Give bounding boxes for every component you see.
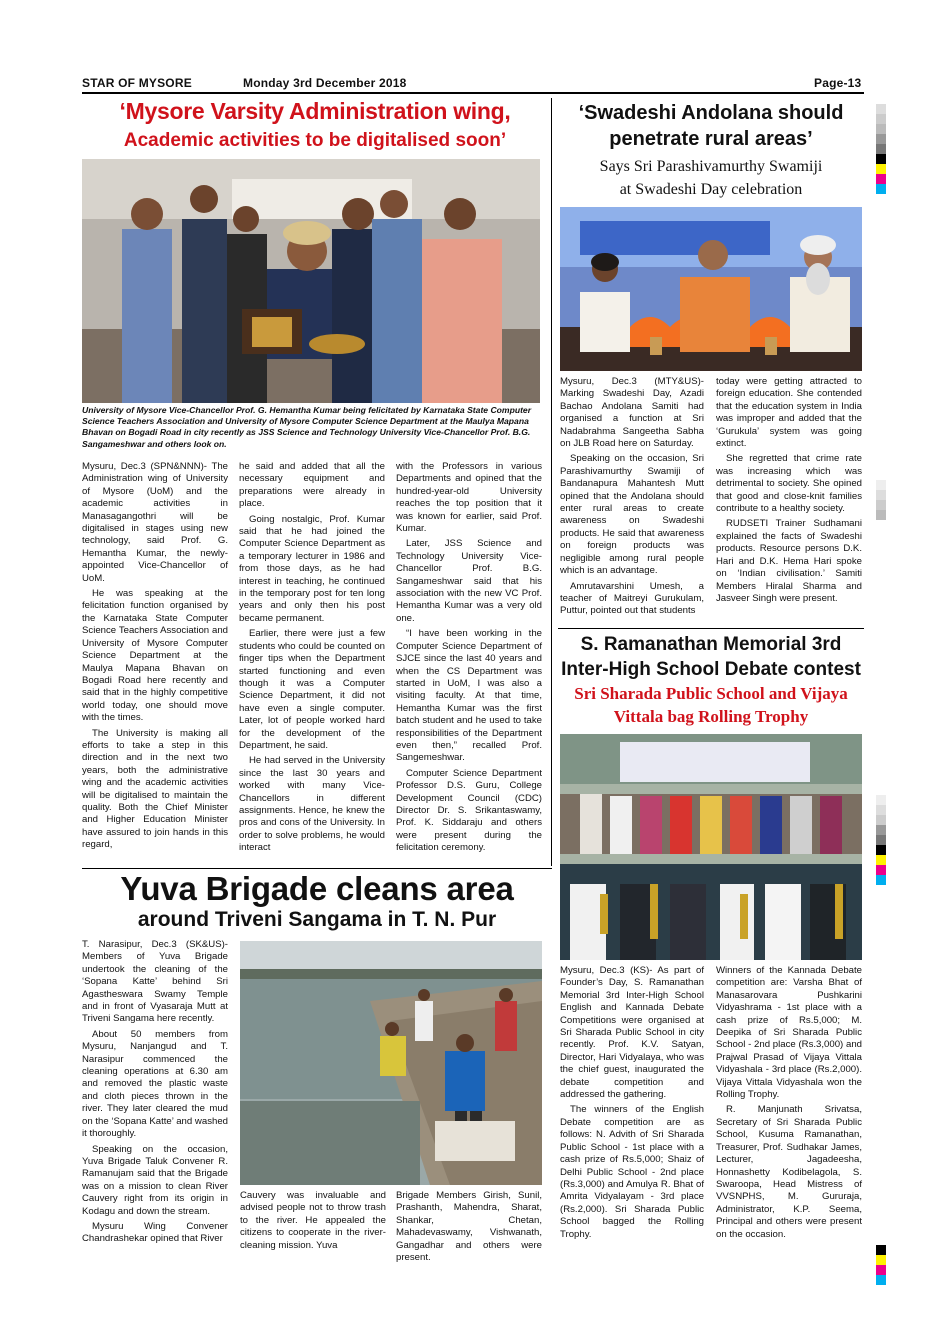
registration-marks-mid1 — [876, 480, 886, 520]
story1-headline-line1: ‘Mysore Varsity Administration wing, — [119, 98, 511, 124]
story1-col2-para: he said and added that all the necessary equipment and preparations were already in place. — [239, 461, 385, 510]
story1-photo — [82, 159, 540, 403]
story1-col1-para: Mysuru, Dec.3 (SPN&NNN)- The Administration wing of University of Mysore (UoM) and the academic activities in Manasagangothri will be digitalised in stages using new technology, said Prof. G. Hemantha Kumar, the newly-appointed Vice-Chancellor of UoM. — [82, 461, 228, 584]
masthead-paper: STAR OF MYSORE — [82, 76, 192, 90]
story4-headline-line1: Yuva Brigade cleans area — [120, 870, 514, 907]
story4-col1-para: About 50 members from Mysuru, Nanjangud and T. Narasipur commenced the cleaning operations at 6.30 am and removed the plastic waste and cloth pieces thrown in the river. They later cleared the mud on the ‘Sopana Katte’ and washed it thoroughly. — [82, 1028, 228, 1140]
story4-col1-para: T. Narasipur, Dec.3 (SK&US)- Members of Yuva Brigade undertook the cleaning of the ‘Sopana Katte’ behind Sri Agastheswara Swamy Temple and in front of Vyasaraja Mutt at Triveni Sangama here recently. — [82, 939, 228, 1025]
masthead-page: Page-13 — [814, 76, 862, 90]
registration-marks-bottom — [876, 1245, 886, 1285]
story4-column-1 — [82, 939, 228, 1249]
story1-column-1 — [82, 461, 228, 855]
story3-col2-para: Winners of the Kannada Debate competition are: Varsha Bhat of Manasarovara Pushkarini Vidyashrama - 1st place with a cash prize of Rs.5,000; M. Deepika of Sri Sharada Public School - 2nd place (Rs.3,000) and Prajwal Prasad of Vijaya Vittala Vidyashala - 3rd place (Rs.2,000). Vijaya Vittala Vidyashala won the Rolling Trophy. — [716, 965, 862, 1101]
story2-col1-para: Mysuru, Dec.3 (MTY&US)- Marking Swadeshi Day, Azadi Bachao Andolana Samiti had organised a function at Sri Nadabrahma Sangeetha Sabha on JLB Road here on Saturday. — [560, 376, 704, 450]
story3-headline-line1: S. Ramanathan Memorial 3rd — [580, 634, 842, 655]
story1-headline-line2: Academic activities to be digitalised soon’ — [123, 130, 507, 151]
story1-col1-para: The University is making all efforts to take a step in this direction and in the next two years, both the administrative wing and the academic activities will be digitalised to maintain the quality. Both the Chief Minister and Higher Education Minister have assured to join hands in this regard, — [82, 727, 228, 851]
story1-column-2 — [239, 461, 385, 858]
story2-col1-para: Speaking on the occasion, Sri Parashivamurthy Swamiji of Bandanapura Mahantesh Mutt opined that the Andolana should enter rural areas to create awareness on Swadeshi products. He said that awareness on foreign products was negligible among rural people which is an advantage. — [560, 453, 704, 577]
story3-subhead-line1: Sri Sharada Public School and Vijaya — [574, 684, 848, 703]
story4-col1-para: Mysuru Wing Convener Chandrashekar opined that River — [82, 1220, 228, 1245]
story4-column-2 — [240, 1190, 386, 1255]
story1-col2-para: He had served in the University since the last 30 years and worked with many Vice-Chancellors in different assignments. Hence, he knew the pros and cons of the University. In order to solve problems, he would interact — [239, 755, 385, 854]
story2-col2-para: today were getting attracted to foreign education. She contended that the education system in India was improper and added that the ‘Gurukula’ system was going extinct. — [716, 376, 862, 450]
registration-marks-mid2 — [876, 795, 886, 885]
story2-col2-para: RUDSETI Trainer Sudhamani explained the facts of Swadeshi products. Resource persons D.K. Hari and D.K. Hema Hari spoke on ‘Indian civilisation.’ Samiti Members Hiralal Sharma and Jasveer Singh were present. — [716, 518, 862, 604]
story1-col2-para: Earlier, there were just a few students who could be counted on finger tips when the Department started functioning and even though it was a Computer Science Department, it did not have even a single computer. Later, lot of people worked hard for the development of the Department, he said. — [239, 628, 385, 751]
story4-headline-line2: around Triveni Sangama in T. N. Pur — [137, 908, 497, 931]
masthead-rule — [82, 92, 864, 94]
story2-col2-para: She regretted that crime rate was increasing which was detrimental to society. She opined that good and close-knit families contribute to a healthy society. — [716, 453, 862, 515]
story3-col1-para: The winners of the English Debate competition are as follows: N. Advith of Sri Sharada Public School - 1st place with a cash prize of Rs.5,000; Shaiz of Delhi Public School - 2nd place (Rs.3,000) and Amulya R. Bhat of Amrita Vidyalayam - 3rd place (Rs.2,000). Sri Sharada Public School bagged the Rolling Trophy. — [560, 1104, 704, 1240]
story4-col2-para: Cauvery was invaluable and advised people not to throw trash to the river. He appealed the citizens to cooperate in the river-cleaning mission. Yuva — [240, 1190, 386, 1251]
story2-subhead-line1: Says Sri Parashivamurthy Swamiji — [599, 158, 823, 175]
story3-photo — [560, 734, 862, 960]
story4-column-3 — [396, 1190, 542, 1267]
story2-column-1 — [560, 376, 704, 621]
story4-col1-para: Speaking on the occasion, Yuva Brigade Taluk Convener R. Ramanujam said that the Brigade was on a mission to clean River Cauvery right from its origin in Kodagu and down the stream. — [82, 1143, 228, 1217]
story1-col3-para: with the Professors in various Departments and opined that the hundred-year-old University reaches the top position that it was known for earlier, said Prof. Kumar. — [396, 461, 542, 535]
story2-subhead-line2: at Swadeshi Day celebration — [619, 181, 803, 198]
story1-col2-para: Going nostalgic, Prof. Kumar said that he had joined the Computer Science Department as a temporary lecturer in 1986 and from those days, as he had interest in teaching, he continued in the temporary post for ten long years and only then his post became permanent. — [239, 513, 385, 624]
story2-column-2 — [716, 376, 862, 608]
story3-col2-para: R. Manjunath Srivatsa, Secretary of Sri Sharada Public School, Kusuma Ramanathan, Treasurer, Prof. Sudhakar James, Lecturer, Jagadeesha, Honnashetty Kodibelagola, S. Swaroopa, Head Mistress of VVSNPHS, M. Gururaja, Administrator, K.P. Seema, Principal and others were present on the occasion. — [716, 1104, 862, 1240]
story3-col1-para: Mysuru, Dec.3 (KS)- As part of Founder’s Day, S. Ramanathan Memorial 3rd Inter-High School English and Kannada Debate Competitions were organised at Sri Sharada Public School in city recently. Prof. K.V. Satyan, Director, Hari Vidyalaya, who was the chief guest, inaugurated the debate competition and addressed the gathering. — [560, 965, 704, 1101]
story2-col1-para: Amrutavarshini Umesh, a teacher of Maitreyi Gurukulam, Puttur, pointed out that students — [560, 580, 704, 617]
story2-bottom-rule — [558, 628, 864, 629]
column-divider — [551, 98, 552, 866]
story1-col3-para: Later, JSS Science and Technology University Vice-Chancellor Prof. B.G. Sangameshwar said that his association with the new VC Prof. Hemantha Kumar was a very old one. — [396, 538, 542, 624]
registration-marks-top — [876, 104, 886, 194]
story1-photo-caption: University of Mysore Vice-Chancellor Prof. G. Hemantha Kumar being felicitated by Karnataka State Computer Science Teachers Association and University of Mysore Computer Science Department at the Maulya Mapana Bhavan on Bogadi Road in city recently as JSS Science and Technology University Vice-Chancellor Prof. B.G. Sangameshwar and others look on. — [82, 405, 532, 449]
story4-photo — [240, 941, 542, 1185]
story3-column-2 — [716, 965, 862, 1244]
story4-top-rule — [82, 868, 552, 869]
story1-column-3 — [396, 461, 542, 858]
story3-column-1 — [560, 965, 704, 1244]
story1-col3-para: Computer Science Department Professor D.S. Guru, College Development Council (CDC) Director Dr. S. Srikantaswamy, Prof. K. Siddaraju and others were present during the felicitation ceremony. — [396, 767, 542, 854]
story2-headline-line2: penetrate rural areas’ — [609, 128, 813, 150]
story3-subhead-line2: Vittala bag Rolling Trophy — [613, 707, 809, 726]
story1-col3-para: “I have been working in the Computer Science Department of SJCE since the last 40 years and when the CS Department was started in UoM, I was also a visiting faculty. At that time, Hemantha Kumar was the first batch student and he used to take responsibilities of the Department even then,” recalled Prof. Sangemeshwar. — [396, 628, 542, 764]
story2-photo — [560, 207, 862, 371]
story1-col1-para: He was speaking at the felicitation function organised by the Karnataka State Computer Science Teachers Association and University of Mysore Computer Science Department at the Maulya Mapana Bhavan on Bogadi Road here recently and said that in the highly competitive world today, one should move with the times. — [82, 588, 228, 724]
story2-headline-line1: ‘Swadeshi Andolana should — [578, 102, 844, 124]
story3-headline-line2: Inter-High School Debate contest — [561, 659, 861, 680]
story4-col3-para: Brigade Members Girish, Sunil, Prashanth, Mahendra, Sharat, Shankar, Chetan, Mahadevaswamy, Vishwanath, Gangadhar and others were present. — [396, 1190, 542, 1264]
masthead-date: Monday 3rd December 2018 — [243, 76, 407, 90]
